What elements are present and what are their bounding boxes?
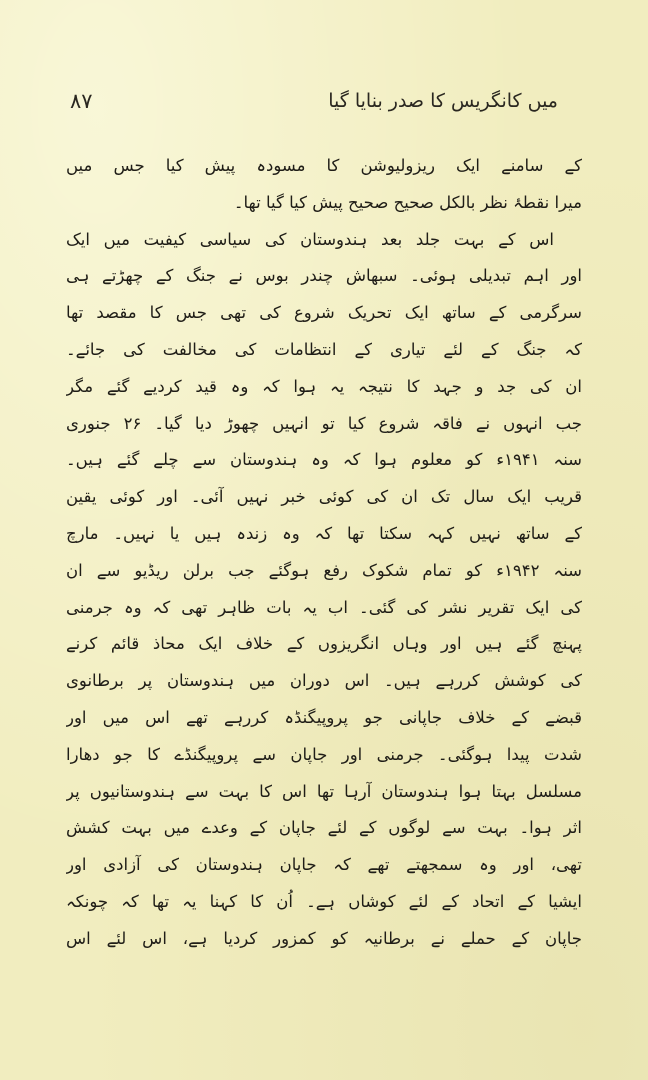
paragraph — [66, 148, 582, 222]
text-line: کے ساتھ نہیں کہہ سکتا تھا کہ وہ زندہ ہیں یا نہیں۔ مارچ — [66, 523, 582, 543]
text-line: سنہ ۱۹۴۲ء کو تمام شکوک رفع ہوگئے جب برلن ریڈیو سے ان — [66, 560, 582, 580]
text-line: کی ایک تقریر نشر کی گئی۔ اب یہ بات ظاہر تھی کہ وہ جرمنی — [66, 597, 582, 617]
text-line: قریب ایک سال تک ان کی کوئی خبر نہیں آئی۔ اور کوئی یقین — [66, 487, 582, 507]
text-line: اس کے بہت جلد بعد ہندوستان کی سیاسی کیفیت میں ایک — [66, 229, 554, 249]
text-line: جاپان کے حملے نے برطانیہ کو کمزور کردیا ہے، اس لئے اس — [66, 928, 582, 948]
text-line: قبضے کے خلاف جاپانی جو پروپیگنڈہ کررہے تھے اس میں اور — [66, 707, 582, 727]
text-line: اثر ہوا۔ بہت سے لوگوں کے لئے جاپان کے وعدے میں بہت کشش — [66, 818, 582, 838]
body-text — [66, 148, 582, 958]
text-line: سرگرمی کے ساتھ ایک تحریک شروع کی تھی جس کا مقصد تھا — [66, 303, 582, 323]
text-line: جب انہوں نے فاقہ شروع کیا تو انہیں چھوڑ دیا گیا۔ ۲۶ جنوری — [66, 413, 582, 433]
text-line: مسلسل بہتا ہوا ہندوستان آرہا تھا اس کا بہت سے ہندوستانیوں پر — [66, 781, 582, 801]
page-number: ۸۷ — [70, 89, 93, 113]
text-line: سنہ ۱۹۴۱ء کو معلوم ہوا کہ وہ ہندوستان سے چلے گئے ہیں۔ — [66, 450, 582, 470]
text-line: ایشیا کے اتحاد کے لئے کوشاں ہے۔ اُن کا کہنا یہ تھا کہ چونکہ — [66, 891, 582, 911]
text-line: میرا نقطۂ نظر بالکل صحیح صحیح پیش کیا گیا تھا۔ — [233, 192, 582, 212]
text-line: پہنچ گئے ہیں اور وہاں انگریزوں کے خلاف ایک محاذ قائم کرنے — [66, 634, 582, 654]
text-line: کے سامنے ایک ریزولیوشن کا مسودہ پیش کیا جس میں — [66, 156, 582, 175]
text-line: کہ جنگ کے لئے تیاری کے انتظامات کی مخالفت کی جائے۔ — [66, 339, 582, 359]
text-line: اور اہم تبدیلی ہوئی۔ سبھاش چندر بوس نے جنگ کے چھڑتے ہی — [66, 266, 582, 286]
paragraph — [66, 222, 582, 958]
text-line: ان کی جد و جہد کا نتیجہ یہ ہوا کہ وہ قید کردیے گئے مگر — [66, 376, 582, 396]
text-line: کی کوشش کررہے ہیں۔ اس دوران میں ہندوستان پر برطانوی — [66, 671, 582, 691]
text-line: تھی، اور وہ سمجھتے تھے کہ جاپان ہندوستان کی آزادی اور — [66, 855, 582, 875]
text-line: شدت پیدا ہوگئی۔ جرمنی اور جاپان سے پروپیگنڈے کا جو دھارا — [66, 744, 582, 764]
running-title: میں کانگریس کا صدر بنایا گیا — [328, 90, 558, 112]
page-header — [70, 84, 578, 118]
